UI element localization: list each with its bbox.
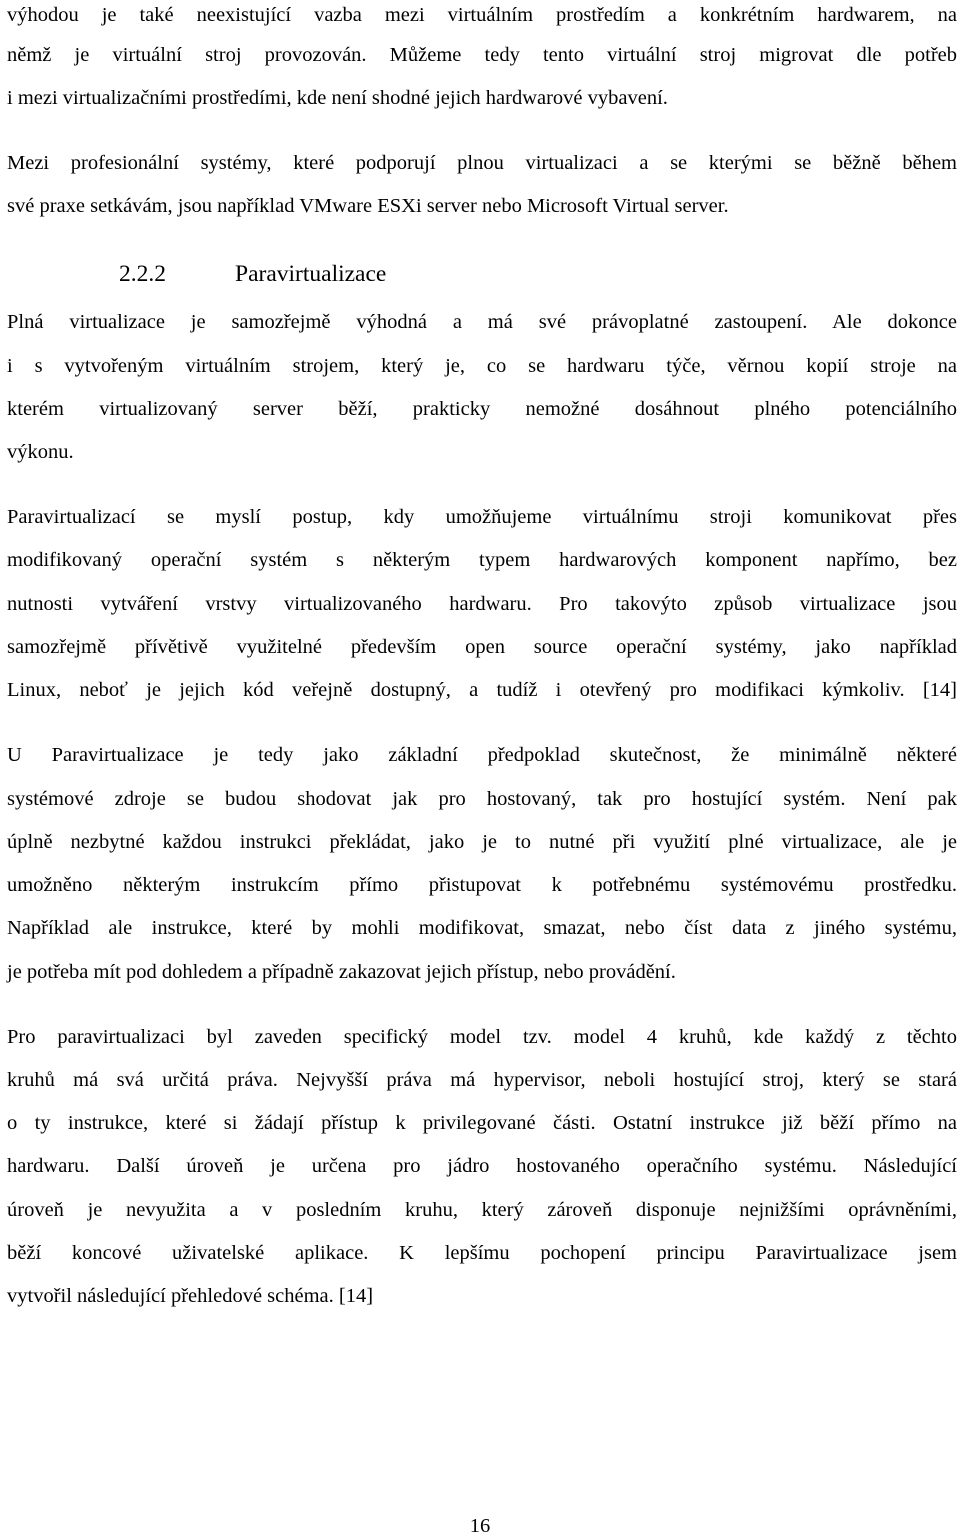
text-line: umožněno některým instrukcím přímo přistupovat k potřebnému systémovému prostředku. (7, 874, 957, 896)
text-line: kterém virtualizovaný server běží, prakticky nemožné dosáhnout plného potenciálního (7, 398, 957, 420)
text-line: o ty instrukce, které si žádají přístup k privilegované části. Ostatní instrukce již běží přímo na (7, 1112, 957, 1134)
text-line: i mezi virtualizačními prostředími, kde není shodné jejich hardwarové vybavení. (7, 87, 668, 109)
text-line: úplně nezbytné každou instrukci překládat, jako je to nutné při využití plné virtualizace, ale je (7, 831, 957, 853)
section-title: Paravirtualizace (235, 261, 387, 287)
text-line: své praxe setkávám, jsou například VMware ESXi server nebo Microsoft Virtual server. (7, 195, 729, 217)
text-line: systémové zdroje se budou shodovat jak pro hostovaný, tak pro hostující systém. Není pak (7, 788, 957, 810)
text-line: je potřeba mít pod dohledem a případně zakazovat jejich přístup, nebo provádění. (7, 961, 676, 983)
text-line: modifikovaný operační systém s některým typem hardwarových komponent napřímo, bez (7, 549, 957, 571)
section-heading (119, 256, 386, 292)
text-line: kruhů má svá určitá práva. Nejvyšší práva má hypervisor, neboli hostující stroj, který se stará (7, 1069, 957, 1091)
text-line: Například ale instrukce, které by mohli modifikovat, smazat, nebo číst data z jiného systému, (7, 917, 957, 939)
text-line: samozřejmě přívětivě využitelné především open source operační systémy, jako například (7, 636, 957, 658)
text-line: vytvořil následující přehledové schéma. [14] (7, 1285, 374, 1307)
section-number: 2.2.2 (119, 261, 166, 287)
text-line: výkonu. (7, 441, 74, 463)
text-line: Pro paravirtualizaci byl zaveden specifický model tzv. model 4 kruhů, kde každý z těchto (7, 1026, 957, 1048)
text-line: U Paravirtualizace je tedy jako základní předpoklad skutečnost, že minimálně některé (7, 744, 957, 766)
text-line: Plná virtualizace je samozřejmě výhodná a má své právoplatné zastoupení. Ale dokonce (7, 311, 957, 333)
text-line: Mezi profesionální systémy, které podporují plnou virtualizaci a se kterými se běžně během (7, 152, 957, 174)
text-line: výhodou je také neexistující vazba mezi virtuálním prostředím a konkrétním hardwarem, na (7, 4, 957, 26)
text-line: hardwaru. Další úroveň je určena pro jádro hostovaného operačního systému. Následující (7, 1155, 957, 1177)
text-line: Paravirtualizací se myslí postup, kdy umožňujeme virtuálnímu stroji komunikovat přes (7, 506, 957, 528)
text-line: i s vytvořeným virtuálním strojem, který je, co se hardwaru týče, věrnou kopií stroje na (7, 355, 957, 377)
page-number: 16 (469, 1515, 491, 1537)
text-line: Linux, neboť je jejich kód veřejně dostupný, a tudíž i otevřený pro modifikaci kýmkoliv. [14] (7, 679, 957, 701)
text-line: nutnosti vytváření vrstvy virtualizovaného hardwaru. Pro takovýto způsob virtualizace jsou (7, 593, 957, 615)
text-line: úroveň je nevyužita a v posledním kruhu, který zároveň disponuje nejnižšími oprávněními, (7, 1199, 957, 1221)
text-line: němž je virtuální stroj provozován. Můžeme tedy tento virtuální stroj migrovat dle potřeb (7, 44, 957, 66)
text-line: běží koncové uživatelské aplikace. K lepšímu pochopení principu Paravirtualizace jsem (7, 1242, 957, 1264)
